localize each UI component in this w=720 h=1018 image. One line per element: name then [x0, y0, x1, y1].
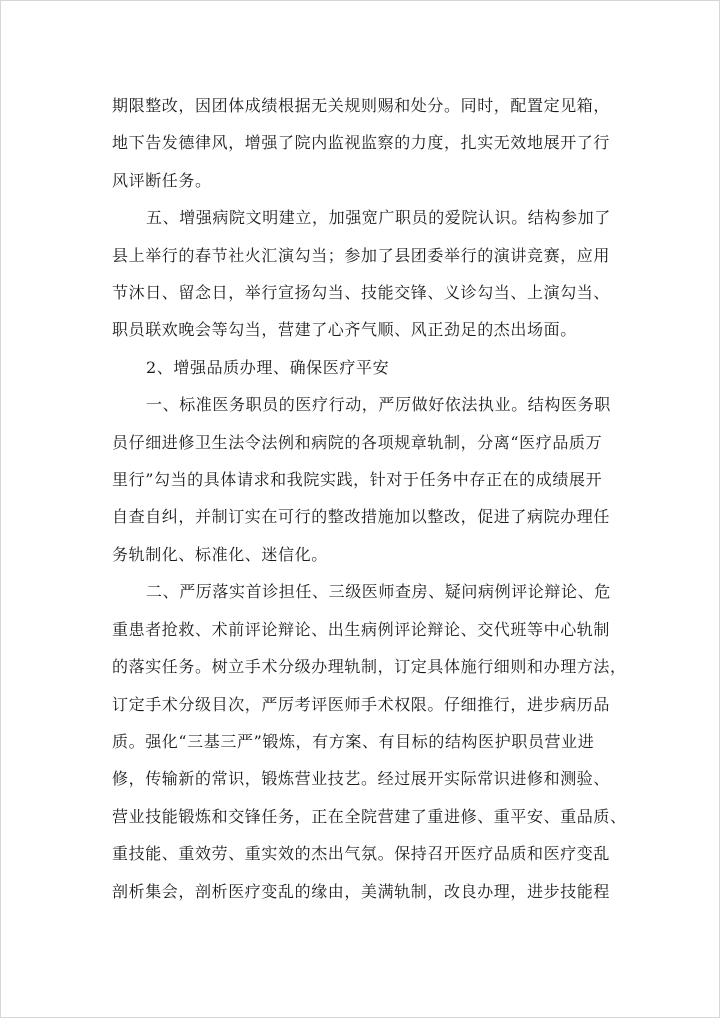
text-line: 修，传输新的常识，锻炼营业技艺。经过展开实际常识进修和测验、 [112, 769, 611, 789]
text-line: 重患者抢救、术前评论辩论、出生病例评论辩论、交代班等中心轨制 [112, 619, 611, 639]
text-line: 节沐日、留念日，举行宣扬勾当、技能交锋、义诊勾当、上演勾当、 [112, 283, 611, 303]
paragraph-2 [112, 199, 615, 349]
text-line: 二、严厉落实首诊担任、三级医师查房、疑问病例评论辩论、危 [146, 582, 611, 602]
paragraph-1 [112, 87, 615, 199]
text-line: 职员联欢晚会等勾当，营建了心齐气顺、风正劲足的杰出场面。 [112, 320, 577, 340]
text-line: 的落实任务。树立手术分级办理轨制，订定具体施行细则和办理方法， [112, 657, 627, 677]
text-line: 地下告发德律风，增强了院内监视监察的力度，扎实无效地展开了行 [112, 133, 611, 153]
text-line: 五、增强病院文明建立，加强宽广职员的爱院认识。结构参加了 [146, 208, 611, 228]
text-line: 员仔细进修卫生法令法例和病院的各项规章轨制，分离“医疗品质万 [112, 432, 603, 452]
paragraph-4 [112, 573, 627, 910]
text-line: 风评断任务。 [112, 170, 212, 190]
text-line: 里行”勾当的具体请求和我院实践，针对于任务中存正在的成绩展开 [112, 470, 603, 490]
section-heading [112, 349, 615, 386]
text-line: 县上举行的春节社火汇演勾当；参加了县团委举行的演讲竞赛，应用 [112, 245, 611, 265]
document-body [112, 87, 627, 910]
text-line: 重技能、重效劳、重实效的杰出气氛。保持召开医疗品质和医疗变乱 [112, 844, 611, 864]
text-line: 务轨制化、标准化、迷信化。 [112, 544, 328, 564]
text-line: 质。强化“三基三严”锻炼，有方案、有目标的结构医护职员营业进 [112, 731, 595, 751]
text-line: 营业技能锻炼和交锋任务，正在全院营建了重进修、重平安、重品质、 [112, 806, 627, 826]
text-line: 自查自纠，并制订实在可行的整改措施加以整改，促进了病院办理任 [112, 507, 611, 527]
text-line: 剖析集会，剖析医疗变乱的缘由，美满轨制，改良办理，进步技能程 [112, 881, 611, 901]
text-line: 订定手术分级目次，严厉考评医师手术权限。仔细推行，进步病历品 [112, 694, 611, 714]
text-line: 期限整改，因团体成绩根据无关规则赐和处分。同时，配置定见箱， [112, 96, 611, 115]
text-line: 2、增强品质办理、确保医疗平安 [146, 357, 390, 377]
text-line: 一、标准医务职员的医疗行动，严厉做好依法执业。结构医务职 [146, 395, 611, 415]
paragraph-3 [112, 386, 615, 573]
